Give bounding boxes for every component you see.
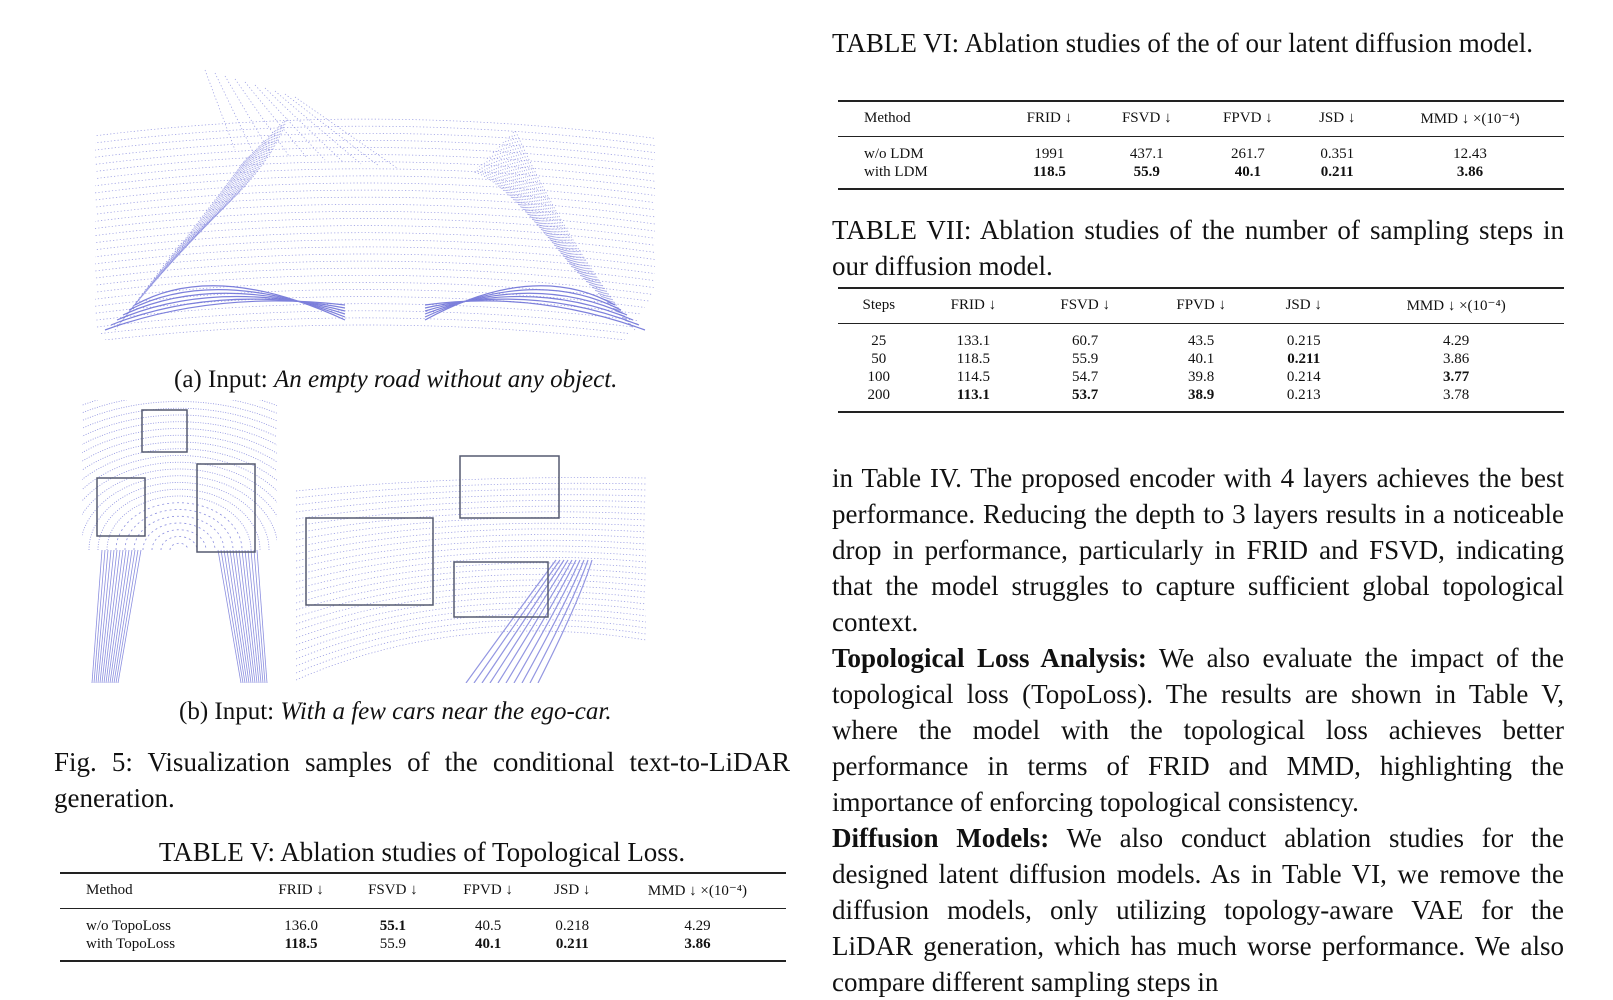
table7-row: [838, 350, 1564, 368]
table5-cell: 3.86: [684, 936, 711, 952]
table5-header-cell: MMD ↓ ×(10⁻⁴): [609, 873, 786, 909]
table5-cell: 0.218: [555, 918, 590, 934]
table7-cell: 3.86: [1443, 351, 1470, 367]
figure-caption: Fig. 5: Visualization samples of the conditional text-to-LiDAR generation.: [54, 747, 790, 813]
table6-cell: 55.9: [1133, 164, 1160, 180]
table7-cell: 39.8: [1188, 369, 1215, 385]
table5-header-cell: JSD ↓: [536, 873, 609, 909]
lidar-image-bev-cars: [82, 400, 277, 683]
paragraph-encoder: in Table IV. The proposed encoder with 4 layers achieves the best performance. Reducing the depth to 3 layers results in a noticeable drop in performance, particularly in FRID and FSVD, indicating that the model struggles to capture sufficient global topological context.: [832, 463, 1564, 637]
table5: [60, 872, 786, 962]
table7-header-cell: FPVD ↓: [1143, 288, 1259, 324]
table5-cell: 136.0: [284, 918, 318, 934]
table7-cell: 38.9: [1188, 387, 1215, 403]
table7-cell: 200: [867, 387, 891, 403]
table7-header-cell: MMD ↓ ×(10⁻⁴): [1348, 288, 1564, 324]
table7-cell: 0.214: [1286, 369, 1321, 385]
table7-cell: 25: [871, 333, 887, 349]
table7-cell: 0.215: [1286, 333, 1321, 349]
heading-diffusion: Diffusion Models:: [832, 823, 1050, 853]
table7-row: [838, 386, 1564, 412]
table5-cell: with TopoLoss: [86, 936, 176, 952]
heading-topoloss: Topological Loss Analysis:: [832, 643, 1147, 673]
table6-cell: 1991: [1034, 146, 1065, 162]
table5-cell: 40.5: [474, 918, 502, 934]
table6-header-cell: FRID ↓: [1002, 101, 1096, 137]
table7-cell: 40.1: [1188, 351, 1215, 367]
lidar-image-empty-road: [95, 40, 655, 340]
table5-cell: 55.1: [379, 918, 406, 934]
table5-row: [60, 935, 786, 961]
table6-row: [838, 163, 1564, 189]
car-boxes: [97, 410, 255, 552]
table6-cell: 3.86: [1456, 164, 1484, 180]
table6-cell: 261.7: [1230, 146, 1265, 162]
table6-cell: w/o LDM: [864, 146, 924, 162]
table6-cell: 118.5: [1032, 164, 1066, 180]
table6-header-cell: FSVD ↓: [1096, 101, 1197, 137]
empty-road-point-cloud: [95, 40, 655, 340]
table7-row: [838, 368, 1564, 386]
table5-cell: 55.9: [379, 936, 406, 952]
table6-cell: 0.211: [1320, 164, 1354, 180]
table7-cell: 55.9: [1072, 351, 1099, 367]
table6-title: TABLE VI: Ablation studies of the of our latent diffusion model.: [832, 28, 1533, 58]
table7-cell: 53.7: [1072, 387, 1099, 403]
table5-header-cell: FSVD ↓: [345, 873, 440, 909]
table5-title: TABLE V: Ablation studies of Topological Loss.: [158, 837, 686, 867]
table7-cell: 118.5: [956, 351, 990, 367]
caption-a: [174, 366, 617, 394]
table5-header-cell: Method: [60, 873, 257, 909]
table7-header-cell: Steps: [838, 288, 920, 324]
table5-cell: w/o TopoLoss: [86, 918, 171, 934]
table5-header-cell: FPVD ↓: [440, 873, 535, 909]
table7-cell: 133.1: [956, 333, 991, 349]
bev-point-cloud: [82, 400, 277, 683]
table5-cell: 118.5: [284, 936, 318, 952]
table6-header-cell: Method: [838, 101, 1002, 137]
table7-cell: 60.7: [1072, 333, 1099, 349]
table5-cell: 40.1: [474, 936, 502, 952]
table6: [838, 100, 1564, 190]
table6-cell: 12.43: [1453, 146, 1487, 162]
table7-cell: 0.211: [1287, 351, 1321, 367]
table7-cell: 100: [867, 369, 891, 385]
caption-a-prefix: (a) Input:: [174, 366, 274, 393]
table7-cell: 113.1: [956, 387, 990, 403]
table6-header-cell: FPVD ↓: [1197, 101, 1298, 137]
table7-cell: 114.5: [956, 369, 990, 385]
table7: [838, 287, 1564, 413]
table7-header-cell: JSD ↓: [1259, 288, 1348, 324]
caption-a-text: An empty road without any object.: [273, 366, 618, 393]
table7-cell: 0.213: [1286, 387, 1321, 403]
caption-b-text: With a few cars near the ego-car.: [280, 698, 612, 725]
caption-b: [179, 698, 612, 726]
paragraph-topoloss-text: We also evaluate the impact of the topological loss (TopoLoss). The results are shown in Table V, where the model with the topological loss achieves better performance in terms of FRID and MMD, highlighting the importance of enforcing topological consistency.: [832, 643, 1564, 817]
paragraph-diffusion-text: We also conduct ablation studies for the designed latent diffusion models. As in Table VI, we remove the diffusion models, only utilizing topology-aware VAE for the LiDAR generation, which has much worse performance. We also compare different sampling steps in: [832, 823, 1564, 997]
table7-cell: 43.5: [1188, 333, 1215, 349]
car-boxes: [306, 456, 559, 617]
table5-header-cell: FRID ↓: [257, 873, 345, 909]
table7-cell: 3.77: [1443, 369, 1470, 385]
table5-row: [60, 909, 786, 936]
table7-header-cell: FSVD ↓: [1027, 288, 1143, 324]
lidar-image-perspective-cars: [296, 440, 646, 683]
table6-header-cell: JSD ↓: [1298, 101, 1376, 137]
table6-cell: 40.1: [1234, 164, 1261, 180]
caption-b-prefix: (b) Input:: [179, 698, 281, 725]
paragraph-diffusion: [832, 820, 1564, 1000]
table6-header-cell: MMD ↓ ×(10⁻⁴): [1376, 101, 1564, 137]
perspective-point-cloud: [296, 440, 646, 683]
table6-cell: with LDM: [864, 164, 928, 180]
table7-header-cell: FRID ↓: [920, 288, 1028, 324]
table7-cell: 4.29: [1443, 333, 1470, 349]
table7-cell: 54.7: [1072, 369, 1099, 385]
paragraph-topoloss: [832, 640, 1564, 820]
table6-cell: 0.351: [1320, 146, 1355, 162]
table6-row: [838, 137, 1564, 164]
table5-cell: 4.29: [684, 918, 711, 934]
table7-cell: 3.78: [1443, 387, 1470, 403]
body-text: [832, 460, 1564, 1000]
table7-title: TABLE VII: Ablation studies of the number of sampling steps in our diffusion model.: [832, 215, 1564, 281]
table7-row: [838, 324, 1564, 351]
table7-cell: 50: [871, 351, 887, 367]
table5-cell: 0.211: [555, 936, 589, 952]
table6-cell: 437.1: [1129, 146, 1164, 162]
